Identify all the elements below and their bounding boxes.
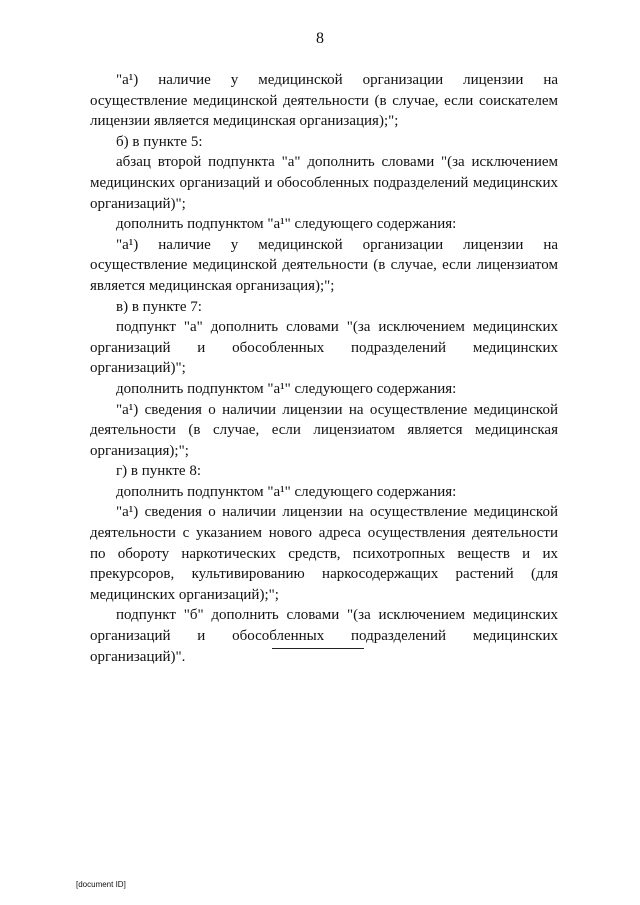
paragraph-add-subpoint: дополнить подпунктом "а¹" следующего содержания: xyxy=(116,380,457,397)
page-number: 8 xyxy=(316,30,324,47)
paragraph-subpoint-b-amendment: подпункт "б" дополнить словами "(за исключением медицинских организаций и обособленных подразделений медицинских организаций)". xyxy=(90,607,558,665)
paragraph-point-7-amendment: подпункт "а" дополнить словами "(за исключением медицинских организаций и обособленных подразделений медицинских организаций)"; xyxy=(90,319,558,377)
paragraph-add-subpoint: дополнить подпунктом "а¹" следующего содержания: xyxy=(116,483,457,500)
document-code: [document ID] xyxy=(76,880,126,889)
closing-rule xyxy=(272,648,364,649)
paragraph-add-subpoint: дополнить подпунктом "а¹" следующего содержания: xyxy=(116,216,457,233)
paragraph-point-5-amendment: абзац второй подпункта "а" дополнить словами "(за исключением медицинских организаций и обособленных подразделений медицинских организаций)"; xyxy=(90,154,558,212)
paragraph-point-7: в) в пункте 7: xyxy=(116,298,202,315)
paragraph-point-5: б) в пункте 5: xyxy=(116,133,203,150)
document-body xyxy=(90,70,558,667)
paragraph-a1-licensee: "а¹) наличие у медицинской организации лицензии на осуществление медицинской деятельности (в случае, если лицензиатом является медицинская организация);"; xyxy=(90,236,558,294)
paragraph-a1-license-applicant: "а¹) наличие у медицинской организации лицензии на осуществление медицинской деятельности (в случае, если соискателем лицензии является медицинская организация);"; xyxy=(90,72,558,130)
paragraph-point-8: г) в пункте 8: xyxy=(116,463,202,480)
paragraph-a1-new-address: "а¹) сведения о наличии лицензии на осуществление медицинской деятельности с указанием нового адреса осуществления деятельности по обороту наркотических средств, психотропных веществ и их прекурсоров, культивированию наркосодержащих растений (для медицинских организаций);"; xyxy=(90,504,558,603)
paragraph-a1-license-info: "а¹) сведения о наличии лицензии на осуществление медицинской деятельности (в случае, если лицензиатом является медицинская организация);"; xyxy=(90,401,558,459)
